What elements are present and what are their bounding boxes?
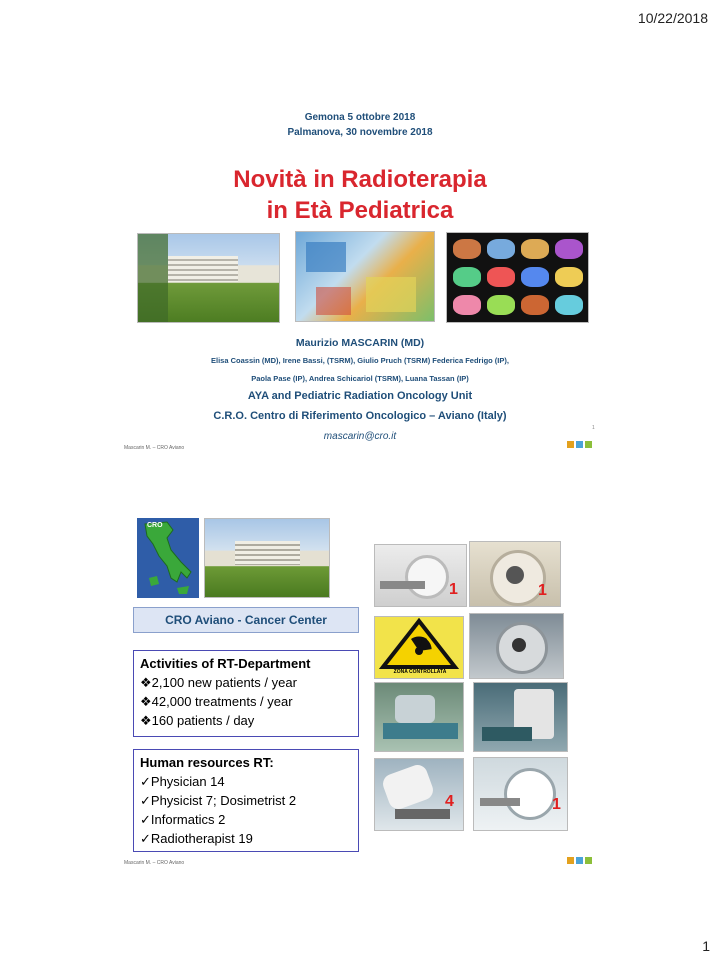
warning-sign-text: ZONA CONTROLLATA (393, 669, 447, 675)
equipment-count-2: 1 (538, 582, 547, 599)
activities-heading: Activities of RT-Department (140, 656, 311, 671)
radiation-warning-sign-photo (374, 616, 464, 679)
author-name: Maurizio MASCARIN (MD) (295, 337, 425, 349)
activity-item: ❖42,000 treatments / year (140, 694, 293, 709)
cro-center-label: CRO Aviano - Cancer Center (133, 607, 359, 633)
check-icon: ✓ (140, 793, 151, 808)
coauthors-line-2: Paola Pase (IP), Andrea Schicariol (TSRM), Luana Tassan (IP) (251, 374, 469, 383)
slide1-footer: Mascarin M. – CRO Aviano (124, 445, 185, 451)
activity-item: ❖160 patients / day (140, 713, 255, 728)
diamond-bullet-icon: ❖ (140, 713, 152, 728)
slide2-footer: Mascarin M. – CRO Aviano (124, 860, 185, 866)
check-icon: ✓ (140, 812, 151, 827)
slide-title-line-1: Novità in Radioterapia (233, 166, 487, 193)
unit-name: AYA and Pediatric Radiation Oncology Unit (247, 390, 473, 402)
event-line-2: Palmanova, 30 novembre 2018 (287, 127, 433, 138)
activities-box (133, 650, 359, 737)
resource-item: ✓Radiotherapist 19 (140, 831, 253, 846)
page-date: 10/22/2018 (637, 10, 708, 26)
page-number: 1 (702, 938, 710, 954)
italy-map-shape (137, 518, 199, 598)
equipment-count-1: 1 (449, 581, 458, 598)
event-line-1: Gemona 5 ottobre 2018 (304, 112, 416, 123)
activity-item: ❖2,100 new patients / year (140, 675, 297, 690)
diamond-bullet-icon: ❖ (140, 694, 152, 709)
check-icon: ✓ (140, 774, 151, 789)
human-resources-box (133, 749, 359, 852)
cro-building-photo (204, 518, 330, 598)
resource-item: ✓Informatics 2 (140, 812, 226, 827)
ct-scanner-photo-2 (469, 541, 561, 607)
equipment-count-4: 1 (552, 796, 561, 813)
equipment-count-3: 4 (445, 793, 454, 810)
italy-map-image (137, 518, 199, 598)
hospital-photo (137, 233, 280, 323)
cyberknife-photo (374, 758, 464, 831)
tomotherapy-photo (473, 757, 568, 831)
treatment-room-photo (374, 682, 464, 752)
clinic-collage-photo (295, 231, 435, 322)
contact-email[interactable]: mascarin@cro.it (323, 431, 397, 442)
resource-item: ✓Physicist 7; Dosimetrist 2 (140, 793, 297, 808)
diamond-bullet-icon: ❖ (140, 675, 152, 690)
center-name: C.R.O. Centro di Riferimento Oncologico – Aviano (Italy) (213, 410, 507, 422)
map-cro-label: CRO (147, 522, 163, 529)
org-logo-2 (566, 851, 606, 867)
slide-number: 1 (592, 425, 595, 431)
resource-item: ✓Physician 14 (140, 774, 225, 789)
coauthors-line-1: Elisa Coassin (MD), Irene Bassi, (TSRM), Giulio Pruch (TSRM) Federica Fedrigo (IP), (211, 356, 509, 365)
human-resources-heading: Human resources RT: (140, 755, 274, 770)
patient-setup-photo (473, 682, 568, 752)
imaging-collage-photo (446, 232, 589, 323)
slide-title-line-2: in Età Pediatrica (266, 197, 454, 224)
check-icon: ✓ (140, 831, 151, 846)
ct-scanner-photo-1 (374, 544, 467, 607)
org-logo (566, 435, 606, 451)
linac-head-photo (469, 613, 564, 679)
